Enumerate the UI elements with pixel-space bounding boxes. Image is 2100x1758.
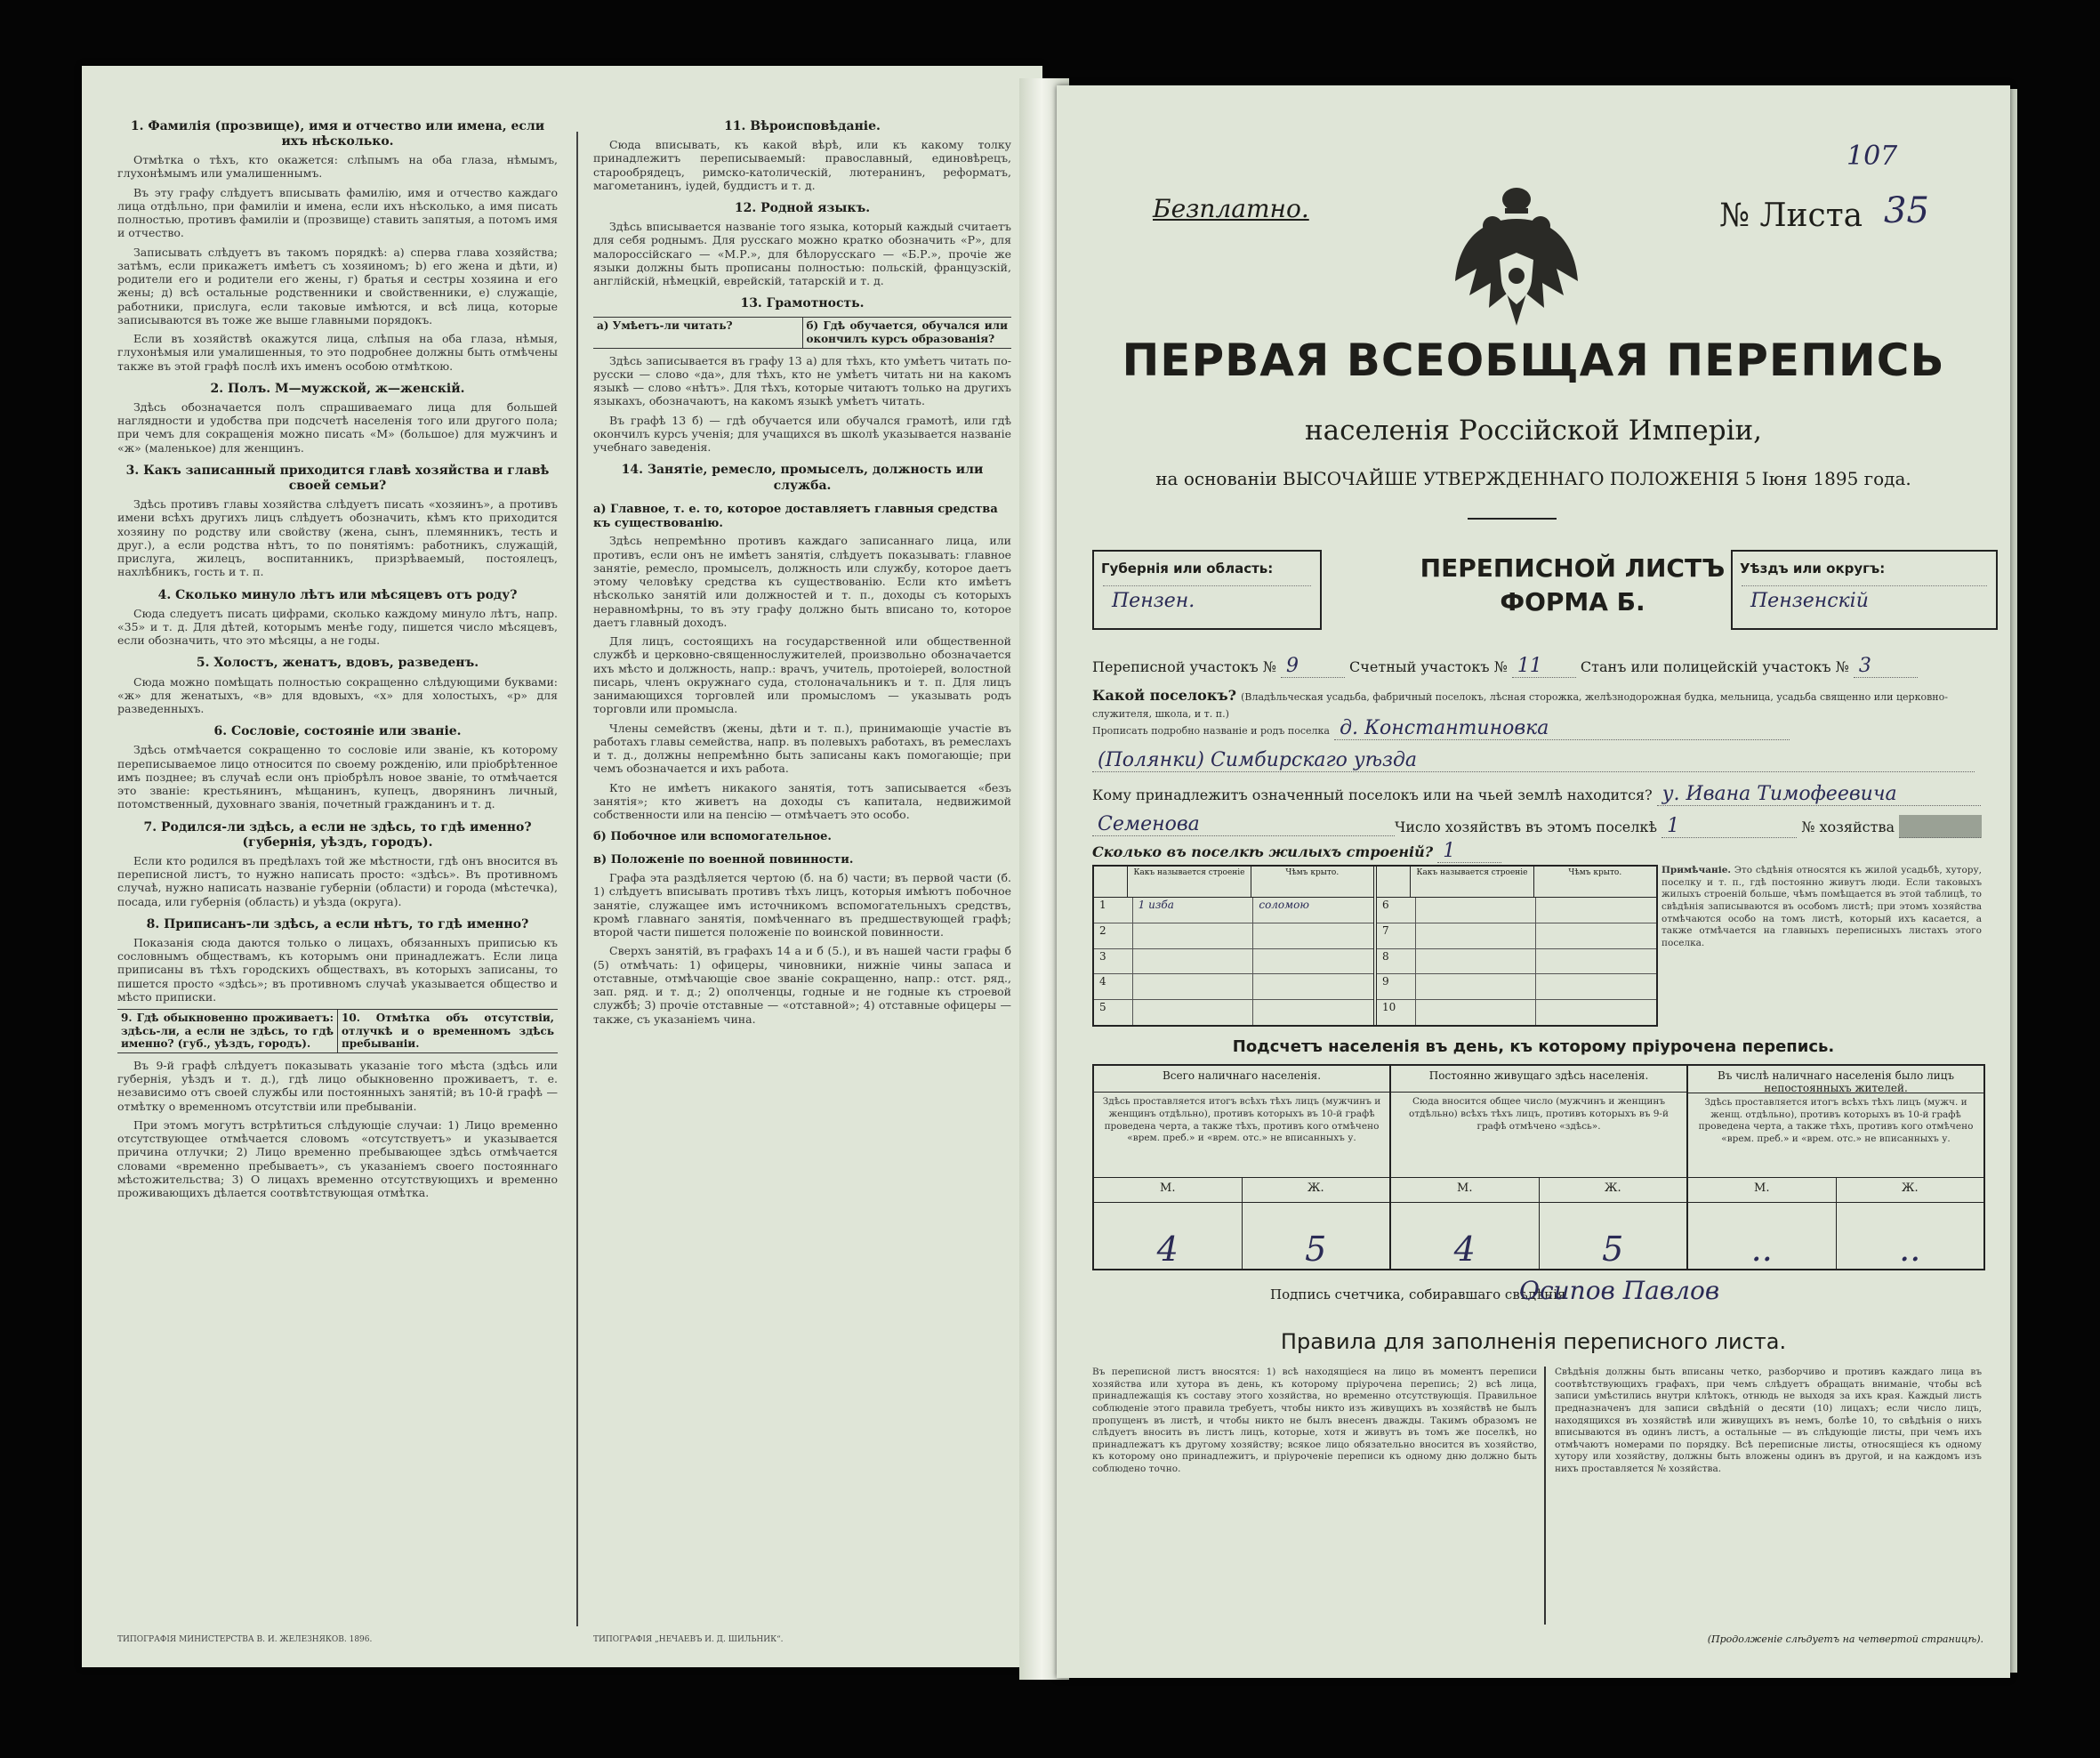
rules-column-right: Свѣдѣнія должны быть вписаны четко, разборчиво и противъ каждаго лица въ соотвѣтствующихъ графахъ, при чемъ слѣдуетъ обращать вниманіе, чтобы всѣ записи умѣстились внутри клѣтокъ, отнюдь не выходя за ихъ края. Каждый листъ предназначенъ для записи свѣдѣній о десяти (10) лицахъ; если число лицъ, находящихся въ хозяйствѣ или живущихъ въ немъ, болѣе 10, то свѣдѣнія о нихъ вписываются въ одинъ листъ, а остальные — въ слѣдующіе листы, при чемъ ихъ отмѣчаютъ номерами по порядку. Всѣ переписные листы, относящіеся къ одному хутору или хозяйству, должны быть вложены одинъ въ другой, и на каждомъ изъ нихъ проставляется № хозяйства.	[1555, 1367, 1982, 1475]
count-column-heading: Постоянно живущаго здѣсь населенія.	[1391, 1066, 1686, 1093]
building-roof	[1535, 898, 1656, 923]
instruction-paragraph: Сюда следуетъ писать цифрами, сколько каждому минуло лѣтъ, напр. «35» и т. д. Для дѣтей, которымъ менѣе году, пишется число мѣсяцевъ, если обозначить, что это мѣсяцы, а не годы.	[117, 606, 558, 648]
instruction-paragraph: Кто не имѣетъ никакого занятія, тотъ записывается «безъ занятія»; кто живетъ на доходы съ капитала, недвижимой собственности или на пенсію — отмѣчаетъ это особо.	[593, 780, 1011, 822]
census-area-label: Переписной участокъ №	[1092, 658, 1276, 675]
instruction-paragraph: Отмѣтка о тѣхъ, кто окажется: слѣпымъ на оба глаза, нѣмымъ, глухонѣмымъ или умалишеннымъ.	[117, 153, 558, 181]
police-area-value: 3	[1854, 655, 1918, 678]
instruction-paragraph: Показанія сюда даются только о лицахъ, обязанныхъ приписью къ сословнымъ обществамъ, къ которымъ они принадлежатъ. Если лица приписаны въ тѣхъ городскихъ обществахъ, въ которыхъ записаны, то пишется просто «здѣсь»; въ противномъ случаѣ указывается общество и мѣсто приписки.	[117, 935, 558, 1004]
settlement-label: Какой поселокъ?	[1092, 687, 1237, 704]
section-heading: 1. Фамилія (прозвище), имя и отчество или имена, если ихъ нѣсколько.	[130, 119, 545, 149]
right-page	[1057, 85, 2010, 1678]
sub-heading: в) Положеніе по военной повинности.	[593, 853, 854, 867]
settlement-value-line	[1092, 717, 1982, 740]
instruction-paragraph: Графа эта раздѣляется чертою (б. на б) части; въ первой части (б. 1) слѣдуетъ вписывать противъ тѣхъ лицъ, которыя имѣютъ побочное занятіе, служащее имъ источникомъ вспомогательныхъ средствъ, кромѣ главнаго занятія, помѣченнаго въ предшествующей графѣ; второй части пишется положеніе по воинской повинности.	[593, 871, 1011, 939]
page-title: ПЕРВАЯ ВСЕОБЩАЯ ПЕРЕПИСЬ	[1122, 335, 1945, 386]
instruction-paragraph: Здѣсь непремѣнно противъ каждаго записаннаго лица, или противъ, если онъ не имѣетъ занятія, слѣдуетъ показывать: главное занятіе, ремесло, промыселъ, должность или службу, которое даетъ этому человѣку средства къ существованію. Если кто имѣетъ нѣсколько занятій или должностей и т. п., доходы съ которыхъ неравномѣрны, то въ эту графу должно быть вписано то, которое даетъ главный доходъ.	[593, 534, 1011, 629]
paired-heading-cell: 10. Отмѣтка объ отсутствіи, отлучкѣ и о временномъ здѣсь пребываніи.	[337, 1010, 558, 1052]
building-row	[1094, 898, 1373, 923]
building-number: 10	[1382, 1001, 1396, 1014]
section-heading: 7. Родился-ли здѣсь, а если не здѣсь, то гдѣ именно? (губернія, уѣздъ, городъ).	[143, 819, 532, 850]
instruction-paragraph: Здѣсь записывается въ графу 13 а) для тѣхъ, кто умѣетъ читать по-русски — слово «да», для тѣхъ, кто не умѣетъ читать ни на какомъ языкѣ — слово «нѣтъ». Для тѣхъ, которые читаютъ только на другихъ языкахъ, обозначаютъ, на какомъ языкѣ умѣетъ читать.	[593, 353, 1011, 408]
column-divider	[576, 132, 578, 1626]
building-row	[1377, 949, 1656, 975]
instruction-paragraph: Здѣсь обозначается полъ спрашиваемаго лица для большей наглядности и удобства при подсчетѣ населенія того или другого пола; при чемъ для сокращенія можно писать «М» (большое) для мужчинъ и «ж» (маленькое) для женщинъ.	[117, 399, 558, 455]
building-roof	[1252, 923, 1373, 948]
form-title	[1350, 552, 1795, 619]
district-value: Пензенскій	[1742, 585, 1987, 616]
male-count: ..	[1750, 1230, 1773, 1269]
sex-header-row	[1391, 1178, 1686, 1203]
police-area-label: Станъ или полицейскій участокъ №	[1580, 658, 1849, 675]
female-header: Ж.	[1242, 1178, 1390, 1202]
building-name	[1132, 923, 1253, 948]
building-row	[1377, 1000, 1656, 1025]
owner-label: Кому принадлежитъ означенный поселокъ или на чьей землѣ находится?	[1092, 786, 1653, 803]
free-label: Безплатно.	[1153, 194, 1309, 223]
buildings-line	[1092, 840, 1982, 863]
sheet-number-value: 35	[1884, 190, 1929, 231]
settlement-note-2: Прописать подробно названіе и родъ поселка	[1092, 725, 1330, 737]
count-column	[1389, 1066, 1686, 1269]
population-count-table	[1092, 1064, 1985, 1270]
settlement-line	[1092, 687, 1982, 721]
sub-heading: б) Побочное или вспомогательное.	[593, 830, 832, 844]
building-number: 7	[1382, 923, 1389, 937]
enumerator-signature: Осипов Павлов	[1519, 1276, 1720, 1305]
instruction-paragraph: Въ графѣ 13 б) — гдѣ обучается или обучался грамотѣ, или гдѣ окончилъ курсъ ученія; для учащихся въ школѣ указывается названіе учебнаго заведенія.	[593, 413, 1011, 455]
divider-rule	[1468, 518, 1557, 520]
building-name	[1415, 949, 1536, 974]
count-area-value: 11	[1512, 655, 1576, 678]
building-number: 2	[1099, 923, 1106, 937]
instruction-paragraph: Въ эту графу слѣдуетъ вписывать фамилію, имя и отчество каждаго лица отдѣльно, при фамиліи и имена, если ихъ нѣсколько, а имя писать полностью, противъ фамиліи и (прозвище) ставить запятыя, а потомъ имя и отчество.	[117, 185, 558, 240]
census-area-value: 9	[1281, 655, 1345, 678]
census-area-line	[1092, 655, 1982, 678]
buildings-label: Сколько въ поселкѣ жилыхъ строеній?	[1092, 843, 1434, 860]
female-count: ..	[1836, 1203, 1984, 1269]
section-heading: 6. Сословіе, состояніе или званіе.	[213, 724, 462, 739]
buildings-table-header	[1377, 867, 1656, 898]
district-box	[1731, 550, 1998, 630]
count-column-description: Здѣсь проставляется итогъ всѣхъ тѣхъ лицъ (мужчинъ и женщинъ отдѣльно), противъ которыхъ въ 10-й графѣ проведена черта, а также тѣхъ, противъ кого отмѣчено «врем. преб.» и «врем. отс.» не вписанныхъ у.	[1094, 1093, 1389, 1177]
instruction-paragraph: Записывать слѣдуетъ въ такомъ порядкѣ: a) сперва глава хозяйства; затѣмъ, если прикажетъ имѣетъ съ хозяиномъ; b) его жена и дѣти, и) родители его и родители его жены, г) братья и сестры хозяина и его жены; д) всѣ остальные родственники и свойственники, е) служащіе, работники, прислуга, если таковые имѣются, и всѣ лица, которые записываются въ тоже же выше главными порядокъ.	[117, 245, 558, 327]
buildings-value: 1	[1437, 840, 1501, 863]
building-name	[1132, 974, 1253, 999]
building-roof	[1535, 923, 1656, 948]
building-name	[1415, 1000, 1536, 1025]
instructions-column-1	[117, 110, 558, 1205]
sex-header-row	[1688, 1178, 1983, 1203]
female-header: Ж.	[1539, 1178, 1687, 1202]
section-heading: 12. Родной языкъ.	[734, 201, 871, 216]
building-roof	[1252, 974, 1373, 999]
sex-header-row	[1094, 1178, 1389, 1203]
count-column	[1686, 1066, 1983, 1269]
enumerator-signature-label: Подпись счетчика, собиравшаго свѣдѣнія	[1270, 1286, 1566, 1302]
building-number: 6	[1382, 899, 1389, 911]
building-name-header: Какъ называется строеніе	[1127, 867, 1250, 897]
population-count-title: Подсчетъ населенія въ день, къ которому пріурочена перепись.	[1232, 1037, 1835, 1056]
instruction-paragraph: Члены семействъ (жены, дѣти и т. п.), принимающіе участіе въ работахъ главы семейства, напр. въ полевыхъ работахъ, въ ремеслахъ и т. д., должны непремѣнно быть записаны какъ помогающіе; при чемъ обозначается и ихъ работа.	[593, 721, 1011, 776]
building-name	[1415, 974, 1536, 999]
archive-number: 107	[1847, 141, 1898, 172]
instruction-paragraph: Если кто родился въ предѣлахъ той же мѣстности, гдѣ онъ вносится въ переписной листъ, то нужно написать просто: «здѣсь». Въ противномъ случаѣ, нужно написать названіе губерніи (области) и города (мѣстечка), посада, или губернія (область) и уѣзда (округа).	[117, 853, 558, 908]
female-count: 5	[1242, 1203, 1390, 1269]
building-number: 1	[1099, 899, 1106, 911]
settlement-value-2: (Полянки) Симбирскаго уѣзда	[1092, 749, 1975, 772]
roof-header: Чѣмъ крыто.	[1533, 867, 1656, 897]
buildings-table-header	[1094, 867, 1373, 898]
count-column-description: Сюда вносится общее число (мужчинъ и женщинъ отдѣльно) всѣхъ тѣхъ лицъ, противъ которыхъ въ 9-й графѣ отмѣчено «здѣсь».	[1391, 1093, 1686, 1177]
buildings-table	[1092, 865, 1658, 1027]
owner-value-2: Семенова	[1092, 813, 1975, 836]
building-roof	[1535, 949, 1656, 974]
female-header: Ж.	[1836, 1178, 1984, 1202]
instruction-paragraph: Сверхъ занятій, въ графахъ 14 а и б (5.), и въ нашей части графы б (5) отмѣчать: 1) офицеры, чиновники, нижніе чины запаса и отставные, отмѣчающіе свое званіе сокращенно, напр.: отст. ряд., зап. ряд. и т. д.; 2) ополченцы, годные и не годные къ строевой службѣ; 3) прочіе отставные — «отставной»; 4) отставные офицеры — также, съ указаніемъ чина.	[593, 944, 1011, 1026]
rules-column-left: Въ переписной листъ вносятся: 1) всѣ находящіеся на лицо въ моментъ переписи хозяйства или хутора въ день, къ которому пріурочена перепись; 2) всѣ лица, принадлежащія къ составу этого хозяйства, но временно отсутствующія. Правильное соблюденіе этого правила требуетъ, чтобы никто изъ живущихъ въ хозяйствѣ не былъ пропущенъ въ листѣ, и чтобы никто не былъ внесенъ дважды. Такимъ образомъ не слѣдуетъ вносить въ листъ лицъ, которые, хотя и живутъ въ томъ же поселкѣ, но принадлежатъ къ другому хозяйству; всякое лицо обязательно вносится въ хозяйство, къ которому оно принадлежитъ, и пріуроченіе переписи къ одному дню должно быть соблюдено точно.	[1092, 1367, 1537, 1475]
household-number-label: № хозяйства	[1801, 819, 1895, 835]
building-row	[1377, 974, 1656, 1000]
rules-divider	[1544, 1367, 1546, 1625]
section-heading: 13. Грамотность.	[740, 296, 865, 311]
buildings-table-left	[1094, 867, 1373, 1025]
count-column-description: Здѣсь проставляется итогъ всѣхъ тѣхъ лицъ (мужч. и женщ. отдѣльно), противъ которыхъ въ 10-й графѣ проведена черта, а также тѣхъ, противъ кого отмѣчено «врем. преб.» и «врем. отс.» не вписанныхъ у.	[1688, 1093, 1983, 1178]
note-label: Примѣчаніе.	[1661, 865, 1732, 875]
female-count: 5	[1539, 1203, 1687, 1269]
instruction-paragraph: Для лицъ, состоящихъ на государственной или общественной службѣ и церковно-священнослужителей, произвольно обозначается ихъ мѣсто и должность, напр.: врачъ, учитель, протоіерей, волостной писарь, членъ окружнаго суда, столоначальникъ и т. п. Для лицъ занимающихся торговлей или промысломъ — указывать родъ торговли или промысла.	[593, 634, 1011, 716]
count-column	[1094, 1066, 1389, 1269]
paired-heading	[593, 317, 1011, 348]
building-number: 8	[1382, 949, 1389, 963]
section-heading: 8. Приписанъ-ли здѣсь, а если нѣтъ, то гдѣ именно?	[146, 916, 529, 931]
count-values-row	[1094, 1203, 1389, 1269]
count-column-heading: Всего наличнаго населенія.	[1094, 1066, 1389, 1093]
section-heading: 2. Полъ. М—мужской, ж—женскій.	[210, 381, 465, 396]
building-roof	[1535, 974, 1656, 999]
paired-heading-cell: б) Гдѣ обучается, обучался или окончилъ курсъ образованія?	[802, 318, 1012, 347]
count-column-heading: Въ числѣ наличнаго населенія было лицъ непостоянныхъ жителей.	[1688, 1066, 1983, 1093]
owner-line	[1092, 783, 1982, 806]
building-name	[1415, 923, 1536, 948]
building-number: 9	[1382, 975, 1389, 988]
owner-value: у. Ивана Тимофеевича	[1657, 783, 1982, 806]
male-header: М.	[1754, 1181, 1770, 1195]
building-row	[1377, 923, 1656, 949]
settlement-value: д. Константиновка	[1334, 717, 1790, 740]
male-header: М.	[1160, 1181, 1176, 1195]
male-count: 4	[1156, 1230, 1179, 1269]
form-title-line-1: ПЕРЕПИСНОЙ ЛИСТЪ	[1420, 553, 1726, 583]
settlement-note: (Владѣльческая усадьба, фабричный поселокъ, лѣсная сторожка, желѣзнодорожная будка, мельница, усадьба священно или церковно-служителя, школа, и т. п.)	[1092, 691, 1948, 720]
double-headed-eagle-icon	[1450, 183, 1583, 335]
roof-header: Чѣмъ крыто.	[1251, 867, 1373, 897]
paired-heading-cell: а) Умѣетъ-ли читать?	[597, 319, 733, 333]
instruction-paragraph: Въ 9-й графѣ слѣдуетъ показывать указаніе того мѣста (здѣсь или губернія, уѣздъ и т. д.), гдѣ лицо обыкновенно проживаетъ, т. е. независимо отъ своей службы или постоянныхъ занятій; въ 10-й графѣ — отмѣтку о временномъ отсутствіи или пребываніи.	[117, 1058, 558, 1113]
count-values-row	[1391, 1203, 1686, 1269]
instruction-paragraph: Сюда вписывать, къ какой вѣрѣ, или къ какому толку принадлежитъ переписываемый: православный, единовѣрецъ, старообрядецъ, римско-католическій, лютеранинъ, реформатъ, магометанинъ, іудей, буддистъ и т. д.	[593, 138, 1011, 192]
printer-footer-left: ТИПОГРАФІЯ МИНИСТЕРСТВА В. И. ЖЕЛЕЗНЯКОВ. 1896.	[117, 1635, 373, 1644]
households-value: 1	[1661, 815, 1797, 838]
rules-continuation-note: (Продолженіе слѣдуетъ на четвертой страницѣ).	[1707, 1633, 1983, 1645]
sub-heading: а) Главное, т. е. то, которое доставляетъ главныя средства къ существованію.	[593, 502, 998, 530]
paired-heading	[117, 1009, 558, 1053]
building-name: 1 изба	[1132, 898, 1253, 923]
note-text: Это сѣдѣнія относятся къ жилой усадьбѣ, хутору, поселку и т. п., гдѣ постоянно живутъ люди. Если таковыхъ жилыхъ строеній больше, чѣмъ помѣщается въ этой таблицѣ, то свѣдѣнія записываются въ особомъ листѣ; при этомъ хозяйства отмѣчаются особо на томъ листѣ, который ихъ касается, а также отмѣчается на главныхъ переписныхъ листахъ этого поселка.	[1661, 865, 1982, 948]
building-name	[1132, 949, 1253, 974]
printer-footer-right: ТИПОГРАФІЯ „НЕЧАЕВЪ И. Д. ШИЛЬНИК“.	[593, 1635, 784, 1644]
left-page	[82, 66, 1042, 1667]
building-name	[1415, 898, 1536, 923]
instruction-paragraph: Здѣсь противъ главы хозяйства слѣдуетъ писать «хозяинъ», а противъ имени всѣхъ другихъ лицъ слѣдуетъ обозначить, кѣмъ кто приходится хозяину по родству или свойству (жена, сынъ, племянникъ, тесть и друг.), а если родства нѣтъ, то по понятіямъ: работникъ, служащій, прислуга, жилецъ, воспитанникъ, призрѣваемый, постоялецъ, нахлѣбникъ, гость и т. п.	[117, 497, 558, 579]
building-roof	[1252, 949, 1373, 974]
settlement-value-line-2	[1092, 749, 1982, 772]
building-roof	[1252, 1000, 1373, 1025]
building-number: 4	[1099, 975, 1106, 988]
building-row	[1094, 974, 1373, 1000]
building-row	[1377, 898, 1656, 923]
building-name-header: Какъ называется строеніе	[1410, 867, 1533, 897]
count-values-row	[1688, 1203, 1983, 1269]
households-line	[1395, 815, 1982, 838]
household-number-value	[1899, 815, 1982, 838]
page-subtitle: населенія Россійской Имперіи,	[1304, 415, 1763, 447]
building-name	[1132, 1000, 1253, 1025]
paired-heading-cell: 9. Гдѣ обыкновенно проживаетъ: здѣсь-ли, а если не здѣсь, то гдѣ именно? (губ., уѣздъ, городъ).	[121, 1012, 334, 1051]
section-heading: 5. Холостъ, женатъ, вдовъ, разведенъ.	[196, 656, 479, 671]
building-number: 3	[1099, 949, 1106, 963]
instruction-paragraph: Сюда можно помѣщать полностью сокращенно слѣдующими буквами: «ж» для женатыхъ, «в» для вдовыхъ, «х» для холостыхъ, «р» для разведенныхъ.	[117, 674, 558, 716]
male-count: 4	[1453, 1230, 1476, 1269]
count-area-label: Счетный участокъ №	[1349, 658, 1508, 675]
households-label: Число хозяйствъ въ этомъ поселкѣ	[1395, 819, 1658, 835]
instruction-paragraph: Если въ хозяйствѣ окажутся лица, слѣпыя на оба глаза, нѣмыя, глухонѣмыя или умалишенныя, то это подробнее должны быть отмѣчены также въ этой графѣ послѣ ихъ именъ особою отмѣткою.	[117, 332, 558, 373]
building-roof	[1535, 1000, 1656, 1025]
province-box	[1092, 550, 1322, 630]
buildings-note	[1661, 865, 1982, 949]
section-heading: 11. Вѣроисповѣданіе.	[724, 119, 881, 133]
section-heading: 4. Сколько минуло лѣтъ или мѣсяцевъ отъ роду?	[157, 587, 518, 602]
buildings-table-right	[1373, 867, 1656, 1025]
male-header: М.	[1457, 1181, 1473, 1195]
instruction-paragraph: Здѣсь отмѣчается сокращенно то сословіе или званіе, къ которому переписываемое лицо относится по своему рожденію, или пріобрѣтенное имъ позднее; въ случаѣ если онъ пріобрѣлъ новое званіе, то отмѣчается это званіе: крестьянинъ, мѣщанинъ, купецъ, дворянинъ личный, потомственный, духовнаго званія, почетный гражданинъ и т. д.	[117, 743, 558, 811]
building-row	[1094, 1000, 1373, 1025]
instructions-column-2	[593, 110, 1011, 1031]
sheet-number-label: № Листа	[1719, 198, 1863, 234]
district-label: Уѣздъ или округъ:	[1740, 560, 1886, 577]
rules-title: Правила для заполненія переписного листа.	[1280, 1329, 1787, 1354]
form-title-line-2: ФОРМА Б.	[1500, 586, 1645, 617]
legal-basis: на основаніи ВЫСОЧАЙШЕ УТВЕРЖДЕННАГО ПОЛОЖЕНІЯ 5 Іюня 1895 года.	[1155, 468, 1911, 489]
building-row	[1094, 923, 1373, 949]
building-number: 5	[1099, 1001, 1106, 1014]
province-label: Губернія или область:	[1101, 560, 1274, 577]
instruction-paragraph: При этомъ могутъ встрѣтиться слѣдующіе случаи: 1) Лицо временно отсутствующее отмѣчается словомъ «отсутствуетъ» и указывается причина отлучки; 2) Лицо временно пребывающее здѣсь отмѣчается словами «временно пребываетъ», съ указаніемъ своего постояннаго мѣстожительства; 3) О лицахъ временно отсутствующихъ и временно проживающихъ дѣлается соотвѣтствующая отмѣтка.	[117, 1117, 558, 1200]
province-value: Пензен.	[1103, 585, 1311, 616]
instruction-paragraph: Здѣсь вписывается названіе того языка, который каждый считаетъ для себя роднымъ. Для русскаго можно кратко обозначить «Р», для малороссійскаго — «М.Р.», для бѣлорусскаго — «Б.Р.», прочіе же языки должны быть прописаны полностью: польскій, французскій, англійскій, нѣмецкій, еврейскій, татарскій и т. д.	[593, 220, 1011, 288]
section-heading: 3. Какъ записанный приходится главѣ хозяйства и главѣ своей семьи?	[125, 463, 550, 494]
building-row	[1094, 949, 1373, 975]
section-heading: 14. Занятіе, ремесло, промыселъ, должность или служба.	[621, 463, 984, 493]
building-roof: соломою	[1252, 898, 1373, 923]
